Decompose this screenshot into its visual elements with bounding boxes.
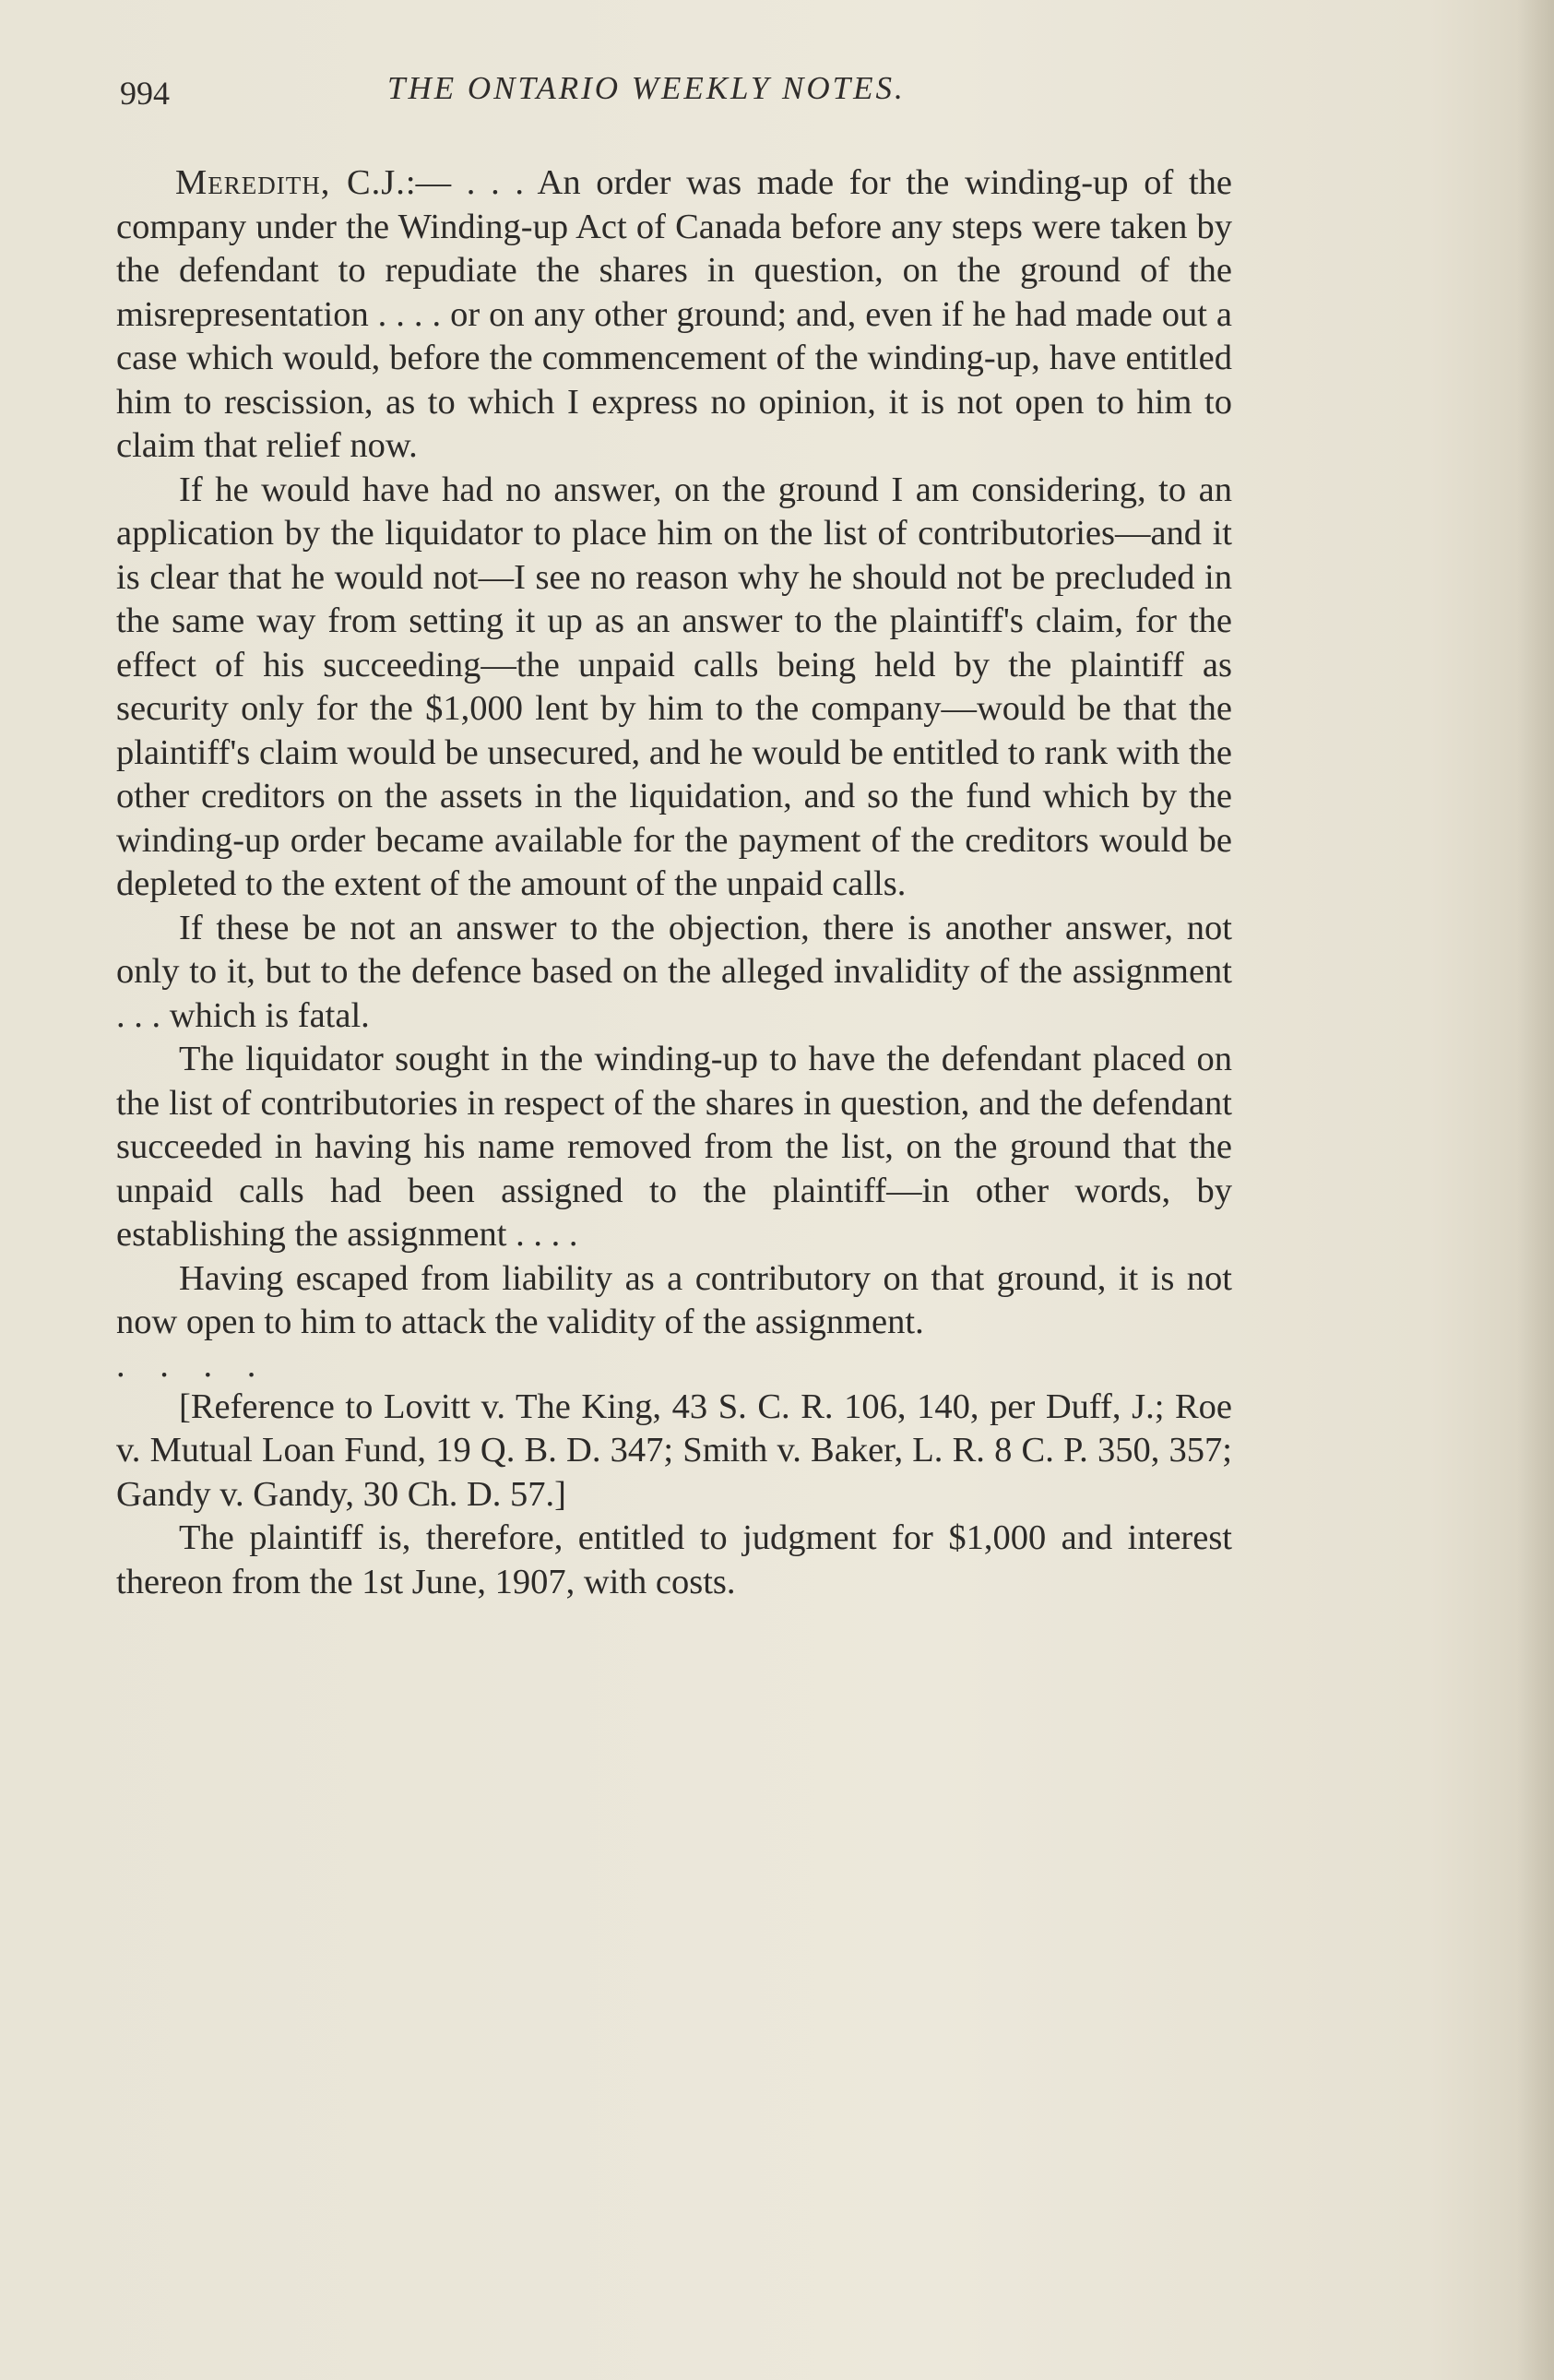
judgment-text	[116, 161, 1232, 1604]
paragraph-2: If he would have had no answer, on the ground I am considering, to an application by the liquidator to place him on the list of contributories—and it is clear that he would not—I see no reason why he should not be precluded in the same way from setting it up as an answer to the plaintiff's claim, for the effect of his succeeding—the unpaid calls being held by the plaintiff as security only for the $1,000 lent by him to the company—would be that the plaintiff's claim would be unsecured, and he would be entitled to rank with the other creditors on the assets in the liquidation, and so the fund which by the winding-up order became available for the payment of the creditors would be depleted to the extent of the amount of the unpaid calls.	[116, 470, 1232, 903]
running-title: THE ONTARIO WEEKLY NOTES.	[387, 70, 906, 106]
page-gutter-shadow	[1517, 0, 1554, 2380]
page-header	[120, 70, 1227, 125]
paragraph-3: If these be not an answer to the objection, there is another answer, not only to it, but to the defence based on the alleged invalidity of the assignment . . . which is fatal.	[116, 908, 1232, 1035]
conclusion-paragraph: The plaintiff is, therefore, entitled to judgment for $1,000 and interest thereon from the 1st June, 1907, with costs.	[116, 1518, 1232, 1601]
paragraph-4: The liquidator sought in the winding-up to have the defendant placed on the list of contributories in respect of the shares in question, and the defendant succeeded in having his name removed from the list, on the ground that the unpaid calls had been assigned to the plaintiff—in other words, by establishing the assignment . . . .	[116, 1040, 1232, 1254]
omission-ellipsis: . . . .	[116, 1345, 269, 1385]
paragraph-1	[116, 161, 1232, 469]
reference-paragraph: [Reference to Lovitt v. The King, 43 S. C. R. 106, 140, per Duff, J.; Roe v. Mutual Loan Fund, 19 Q. B. D. 347; Smith v. Baker, L. R. 8 C. P. 350, 357; Gandy v. Gandy, 30 Ch. D. 57.]	[116, 1386, 1232, 1514]
paragraph-1-text: :— . . . An order was made for the winding-up of the company under the Winding-up Act of Canada before any steps were taken by the defendant to repudiate the shares in question, on the ground of the misrepresentation . . . . or on any other ground; and, even if he had made out a case which would, before the commencement of the winding-up, have entitled him to rescission, as to which I express no opinion, it is not open to him to claim that relief now.	[116, 163, 1232, 465]
paragraph-5: Having escaped from liability as a contributory on that ground, it is not now open to him to attack the validity of the assignment.	[116, 1258, 1232, 1341]
page-number: 994	[120, 75, 170, 112]
judge-name: Meredith, C.J.	[175, 163, 406, 202]
